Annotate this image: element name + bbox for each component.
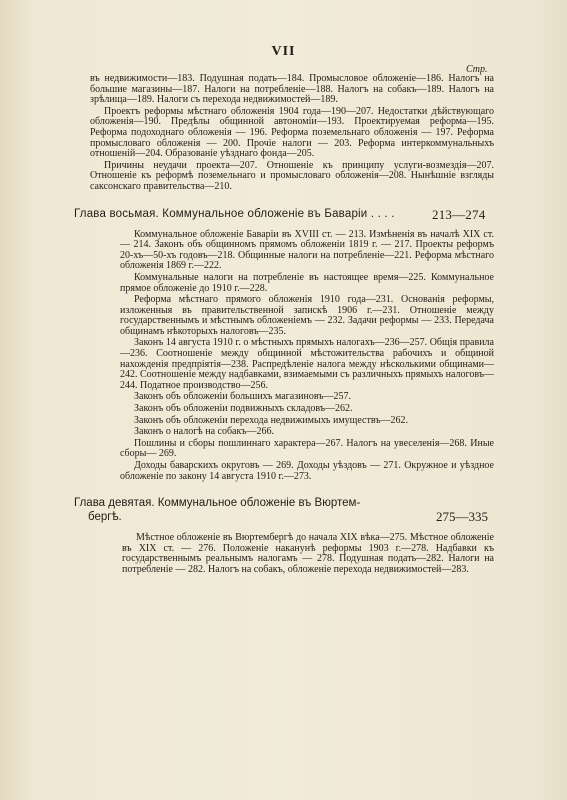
toc-paragraph: Коммунальное обложеніе Баваріи въ XVIII ст. — 213. Измѣненія въ началѣ XIX ст. — 214. Законъ объ общинномъ прямомъ обложеніи 1819 г. — 217. Проекты реформъ 20-хъ—50-хъ годовъ—218. Общинные налоги на потребленіе—221. Реформа мѣстнаго обложенія 1869 г.—222. — [120, 228, 494, 272]
chapter-9-title-line2: бергѣ. — [88, 511, 122, 524]
chapter-9-contents — [82, 533, 494, 575]
toc-paragraph: Проектъ реформы мѣстнаго обложенія 1904 года—190—207. Недостатки дѣйствующаго обложенія—190. Предѣлы общинной автономіи—193. Проектируемая реформа—195. Реформа подоходнаго обложенія — 196. Реформа поземельнаго обложенія — 197. Реформа промысловаго обложенія — 200. Прочіе налоги — 203. Реформа интеркоммунальныхъ отношеній—204. Образованіе уѣзднаго фонда—205. — [90, 105, 494, 160]
toc-paragraph: Доходы баварскихъ округовъ — 269. Доходы уѣздовъ — 271. Окружное и уѣздное обложеніе по закону 14 августа 1910 г.—273. — [120, 460, 494, 482]
table-of-contents — [74, 73, 494, 576]
toc-paragraph: Коммунальные налоги на потребленіе въ настоящее время—225. Коммунальное прямое обложеніе до 1910 г.—228. — [120, 271, 494, 294]
toc-paragraph: Пошлины и сборы пошлиннаго характера—267. Налогъ на увеселенія—268. Иные сборы— 269. — [120, 437, 494, 460]
toc-paragraph: Мѣстное обложеніе въ Вюртембергѣ до начала XIX вѣка—275. Мѣстное обложеніе въ XIX ст. — 276. Положеніе наканунѣ реформы 1903 г.—278. Надбавки къ государственнымъ реальнымъ налогамъ — 278. Подушная подать—282. Налоги на потребленіе — 282. Налогъ на собакъ, обложеніе перехода недвижимостей—283. — [122, 532, 494, 575]
toc-paragraph: Законъ объ обложеніи подвижныхъ складовъ—262. — [134, 403, 353, 415]
chapter-8-heading — [74, 206, 494, 224]
toc-paragraph: Законъ о налогѣ на собакъ—266. — [134, 426, 275, 438]
pages-column-header: Стр. — [466, 64, 488, 75]
toc-paragraph: Законъ 14 августа 1910 г. о мѣстныхъ прямыхъ налогахъ—236—257. Общія правила—236. Соотношеніе между общинной мѣстожительства рабочихъ и общиной нахожденія предпріятія—238. Распредѣленіе налога между нѣсколькими общинами—242. Соотношеніе между надбавками, взимаемыми съ различныхъ прямыхъ налоговъ—244. Податное производство—256. — [120, 337, 494, 391]
toc-paragraph: въ недвижимости—183. Подушная подать—184. Промысловое обложеніе—186. Налогъ на большие магазины—187. Налоги на потребленіе—188. Налогъ на собакъ—189. Налогъ на зрѣлища—189. Налоги съ перехода недвижимостей—189. — [90, 73, 494, 106]
chapter-8-title: Глава восьмая. Коммунальное обложеніе въ Баваріи . . . . — [74, 207, 395, 220]
toc-paragraph: Законъ объ обложеніи большихъ магазиновъ—257. — [134, 391, 351, 403]
chapter-8-pages: 213—274 — [432, 206, 486, 222]
chapter-8-contents — [82, 230, 494, 483]
toc-paragraph: Реформа мѣстнаго прямого обложенія 1910 года—231. Основанія реформы, изложенныя въ правительственной запискѣ 1906 г.—231. Отношеніе между государственнымъ и мѣстнымъ обложеніемъ — 232. Задачи реформы — 233. Передача общинамъ нѣкоторыхъ налоговъ—235. — [120, 294, 494, 337]
chapter-9-pages: 275—335 — [436, 509, 488, 525]
chapter-9-title-line1: Глава девятая. Коммунальное обложеніе въ Вюртем- — [74, 497, 361, 510]
page-number: VII — [271, 44, 296, 59]
toc-paragraph: Законъ объ обложеніи перехода недвижимыхъ имуществъ—262. — [134, 414, 408, 426]
toc-paragraph: Причины неудачи проекта—207. Отношеніе къ принципу услуги-возмездія—207. Отношеніе къ реформѣ поземельнаго и промысловаго обложенія—208. Нынѣшніе взгляды саксонскаго правительства—210. — [90, 159, 494, 192]
saxony-section-continued — [82, 74, 494, 193]
chapter-9-heading — [74, 497, 494, 527]
